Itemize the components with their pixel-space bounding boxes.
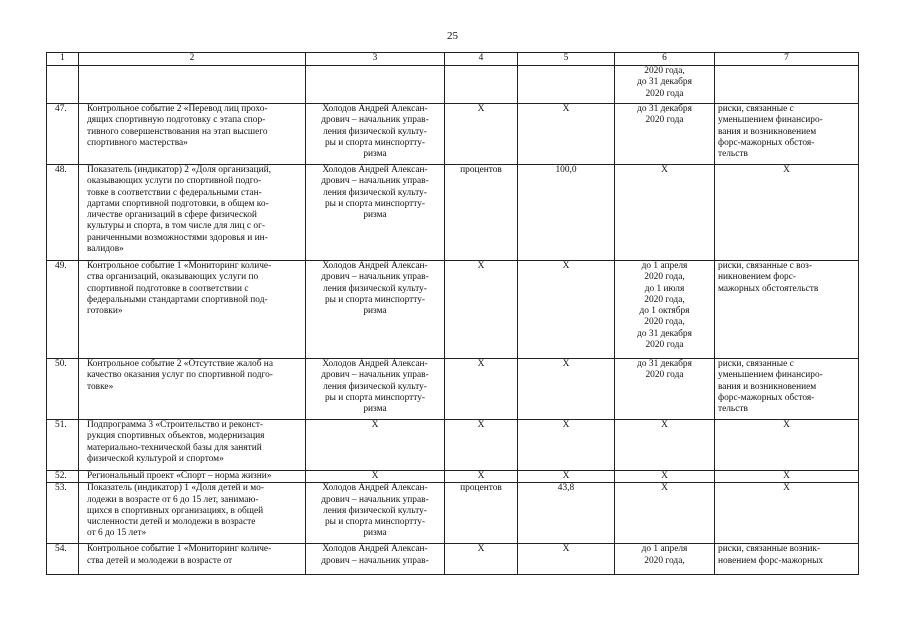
- row-number: 54.: [47, 544, 79, 575]
- risks-cell: Х: [715, 420, 859, 471]
- risks-cell: Х: [715, 483, 859, 544]
- responsible-person: Холодов Андрей Алексан- дрович – начальник управ-: [306, 544, 445, 575]
- row-number: 50.: [47, 359, 79, 420]
- page-number: 25: [447, 30, 458, 42]
- table-row: [47, 483, 859, 544]
- deadline-cell: 2020 года, до 31 декабря 2020 года: [615, 66, 715, 104]
- row-number: 49.: [47, 261, 79, 359]
- row-number: 53.: [47, 483, 79, 544]
- table-row: [47, 165, 859, 261]
- header-cell: 6: [615, 53, 715, 66]
- value-cell: Х: [518, 420, 615, 471]
- table-row: [47, 66, 859, 104]
- risks-cell: риски, связанные с уменьшением финансиро- вания и возникновением форс-мажорных обстоя- тельств: [715, 359, 859, 420]
- row-number: 52.: [47, 471, 79, 483]
- event-name: Контрольное событие 2 «Отсутствие жалоб на качество оказания услуг по спортивной подго- товке»: [79, 359, 306, 420]
- risks-cell: [715, 66, 859, 104]
- deadline-cell: до 31 декабря 2020 года: [615, 104, 715, 165]
- responsible-person: Х: [306, 471, 445, 483]
- event-name: Показатель (индикатор) 2 «Доля организаций, оказывающих услуги по спортивной подго- товке в соответствии с федеральными стан- дартами спортивной подготовки, в общем ко- личестве организаций в сфере физической культуры и спорта, в том числе для лиц с ог- раниченными возможностями здоровья и ин- валидов»: [79, 165, 306, 261]
- table-row: [47, 471, 859, 483]
- header-cell: 3: [306, 53, 445, 66]
- responsible-person: Х: [306, 420, 445, 471]
- row-number: 51.: [47, 420, 79, 471]
- risks-cell: Х: [715, 165, 859, 261]
- unit-cell: [445, 66, 518, 104]
- risks-cell: риски, связанные возник- новением форс-мажорных: [715, 544, 859, 575]
- indicator-name: Показатель (индикатор) 1 «Доля детей и мо- лодежи в возрасте от 6 до 15 лет, занимаю- щихся в спортивных организациях, в общей численности детей и молодежи в возрасте от 6 до 15 лет»: [79, 483, 306, 544]
- header-cell: 2: [79, 53, 306, 66]
- row-number: 48.: [47, 165, 79, 261]
- table-row: [47, 104, 859, 165]
- unit-cell: процентов: [445, 165, 518, 261]
- unit-cell: Х: [445, 544, 518, 575]
- project-name: Региональный проект «Спорт – норма жизни»: [79, 471, 306, 483]
- responsible-person: Холодов Андрей Алексан- дрович – начальник управ- ления физической культу- ры и спорта минспортту- ризма: [306, 165, 445, 261]
- responsible-person: [306, 66, 445, 104]
- plan-table: [46, 52, 859, 575]
- responsible-person: Холодов Андрей Алексан- дрович – начальник управ- ления физической культу- ры и спорта минспортту- ризма: [306, 261, 445, 359]
- unit-cell: Х: [445, 104, 518, 165]
- value-cell: 100,0: [518, 165, 615, 261]
- risks-cell: риски, связанные с уменьшением финансиро- вания и возникновением форс-мажорных обстоя- тельств: [715, 104, 859, 165]
- deadline-cell: до 1 апреля 2020 года,: [615, 544, 715, 575]
- unit-cell: Х: [445, 471, 518, 483]
- value-cell: [518, 66, 615, 104]
- header-cell: 4: [445, 53, 518, 66]
- responsible-person: Холодов Андрей Алексан- дрович – начальник управ- ления физической культу- ры и спорта минспортту- ризма: [306, 483, 445, 544]
- responsible-person: Холодов Андрей Алексан- дрович – начальник управ- ления физической культу- ры и спорта минспортту- ризма: [306, 359, 445, 420]
- risks-cell: Х: [715, 471, 859, 483]
- value-cell: 43,8: [518, 483, 615, 544]
- event-name: Контрольное событие 1 «Мониторинг количе- ства детей и молодежи в возрасте от: [79, 544, 306, 575]
- value-cell: Х: [518, 471, 615, 483]
- deadline-cell: до 1 апреля 2020 года, до 1 июля 2020 года, до 1 октября 2020 года, до 31 декабря 2020 года: [615, 261, 715, 359]
- header-cell: 1: [47, 53, 79, 66]
- row-number: [47, 66, 79, 104]
- deadline-cell: Х: [615, 420, 715, 471]
- risks-cell: риски, связанные с воз- никновением форс- мажорных обстоятельств: [715, 261, 859, 359]
- deadline-cell: Х: [615, 165, 715, 261]
- table-row: [47, 261, 859, 359]
- unit-cell: Х: [445, 261, 518, 359]
- unit-cell: процентов: [445, 483, 518, 544]
- unit-cell: Х: [445, 420, 518, 471]
- deadline-cell: Х: [615, 471, 715, 483]
- table-row: [47, 544, 859, 575]
- row-number: 47.: [47, 104, 79, 165]
- value-cell: Х: [518, 544, 615, 575]
- deadline-cell: Х: [615, 483, 715, 544]
- subprogram-name: Подпрограмма 3 «Строительство и реконст- рукция спортивных объектов, модернизация материально-технической базы для занятий физической культурой и спортом»: [79, 420, 306, 471]
- event-name: [79, 66, 306, 104]
- table-row: [47, 359, 859, 420]
- event-name: Контрольное событие 1 «Мониторинг количе- ства организаций, оказывающих услуги по спортивной подготовке в соответствии с федеральными стандартами спортивной под- готовки»: [79, 261, 306, 359]
- header-cell: 5: [518, 53, 615, 66]
- table-row: [47, 420, 859, 471]
- header-cell: 7: [715, 53, 859, 66]
- value-cell: Х: [518, 261, 615, 359]
- header-row: [47, 53, 859, 66]
- unit-cell: Х: [445, 359, 518, 420]
- value-cell: Х: [518, 104, 615, 165]
- deadline-cell: до 31 декабря 2020 года: [615, 359, 715, 420]
- responsible-person: Холодов Андрей Алексан- дрович – начальник управ- ления физической культу- ры и спорта минспортту- ризма: [306, 104, 445, 165]
- value-cell: Х: [518, 359, 615, 420]
- event-name: Контрольное событие 2 «Перевод лиц прохо- дящих спортивную подготовку с этапа спор- тивного совершенствования на этап высшего спортивного мастерства»: [79, 104, 306, 165]
